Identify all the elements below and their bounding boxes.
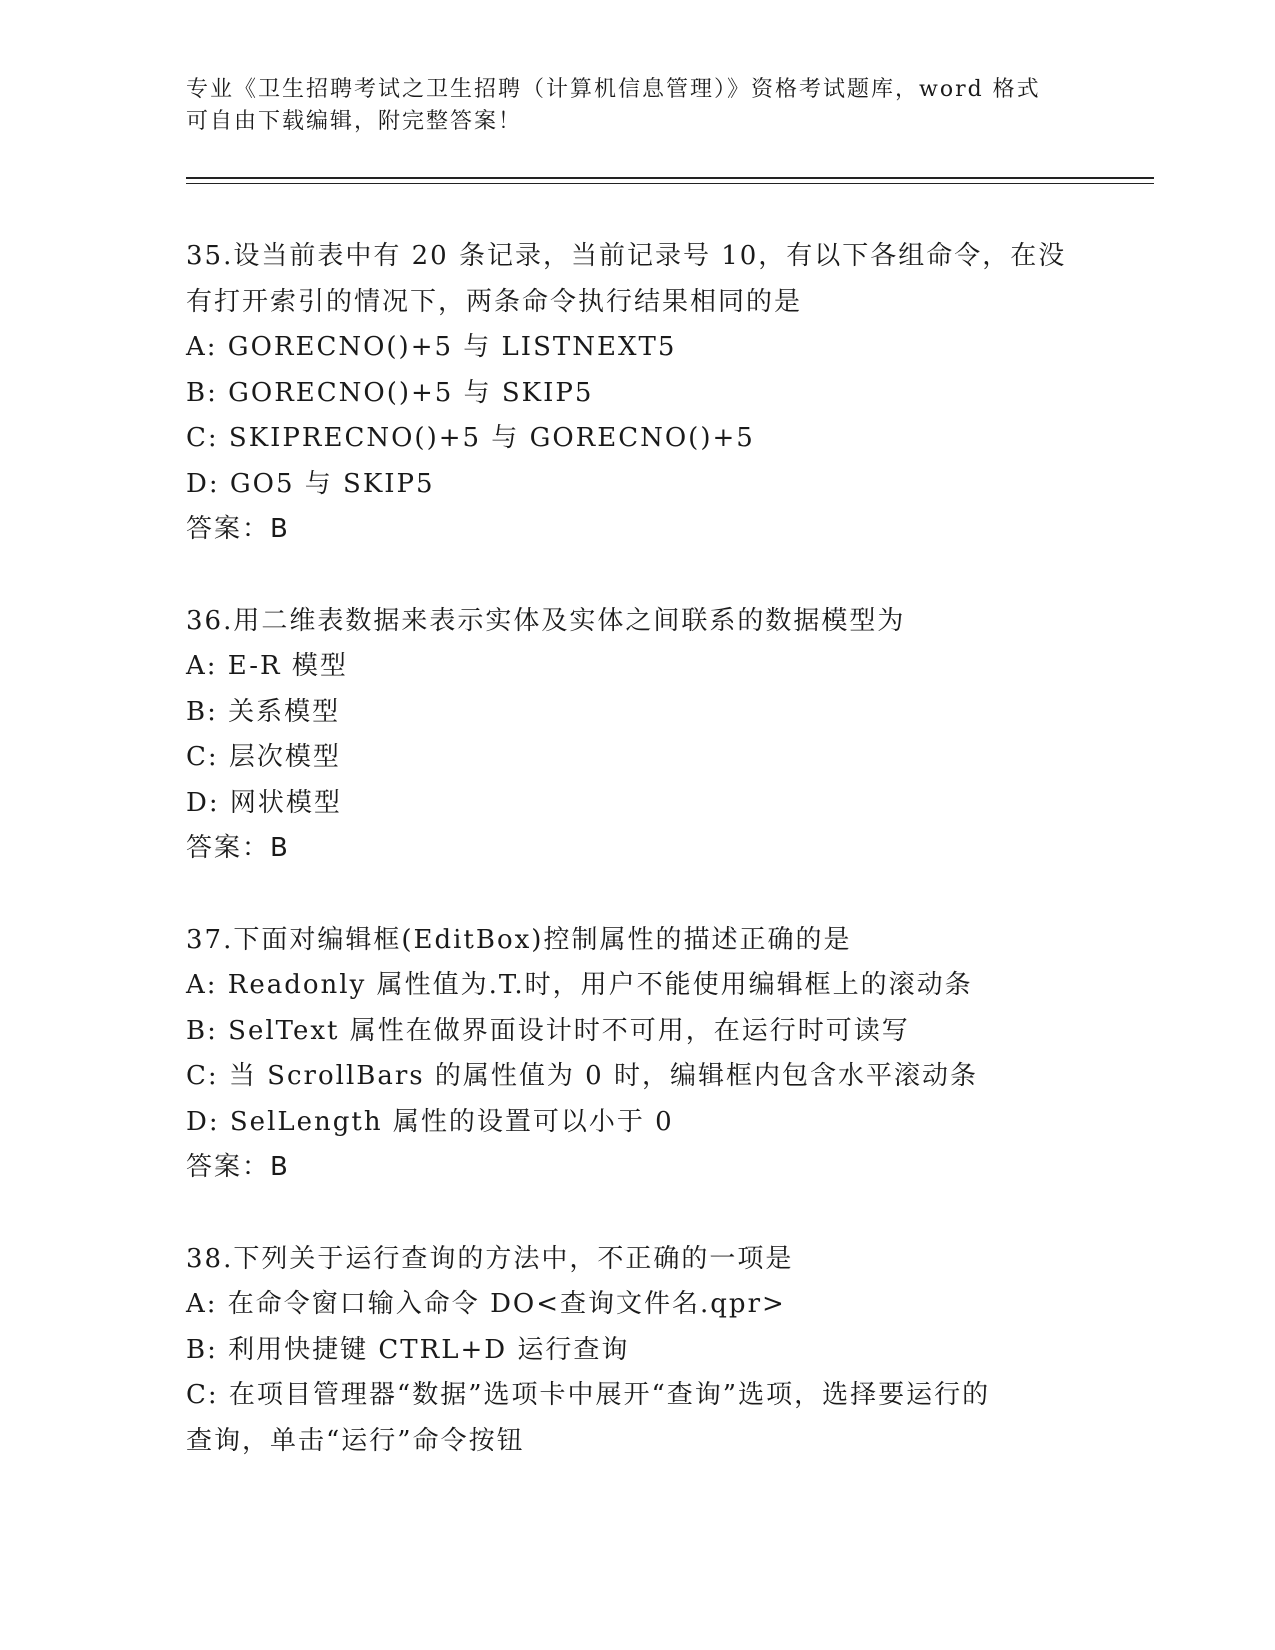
question-text-line: 38.下列关于运行查询的方法中，不正确的一项是 bbox=[186, 1243, 794, 1274]
question-text-line: 35.设当前表中有 20 条记录，当前记录号 10，有以下各组命令，在没 bbox=[186, 241, 1067, 271]
option-d: D: 网状模型 bbox=[186, 787, 342, 818]
header-divider-thick bbox=[186, 177, 1154, 179]
question-text-line: 36.用二维表数据来表示实体及实体之间联系的数据模型为 bbox=[186, 605, 906, 636]
question-37 bbox=[186, 918, 1086, 1191]
answer-line: 答案：B bbox=[186, 833, 290, 863]
document-header bbox=[186, 74, 1086, 138]
option-a: A: E-R 模型 bbox=[186, 651, 348, 681]
option-b: B: 利用快捷键 CTRL+D 运行查询 bbox=[186, 1334, 630, 1365]
option-d: D: GO5 与 SKIP5 bbox=[186, 468, 435, 499]
option-c: C: SKIPRECNO()+5 与 GORECNO()+5 bbox=[186, 423, 755, 453]
option-d: D: SelLength 属性的设置可以小于 0 bbox=[186, 1106, 674, 1137]
option-a: A: GORECNO()+5 与 LISTNEXT5 bbox=[186, 332, 677, 362]
option-b: B: 关系模型 bbox=[186, 696, 341, 727]
option-c: C: 层次模型 bbox=[186, 742, 341, 772]
question-text-line: 有打开索引的情况下，两条命令执行结果相同的是 bbox=[186, 286, 803, 317]
header-line-2: 可自由下载编辑，附完整答案！ bbox=[186, 109, 523, 134]
header-line-1: 专业《卫生招聘考试之卫生招聘（计算机信息管理）》资格考试题库，word 格式 bbox=[186, 77, 1041, 102]
question-36 bbox=[186, 599, 1086, 872]
header-divider-thin bbox=[186, 183, 1154, 184]
answer-line: 答案：B bbox=[186, 514, 290, 544]
question-list bbox=[186, 234, 1086, 1510]
option-b: B: GORECNO()+5 与 SKIP5 bbox=[186, 377, 594, 408]
option-c: C: 在项目管理器“数据”选项卡中展开“查询”选项，选择要运行的 bbox=[186, 1380, 991, 1410]
option-c: C: 当 ScrollBars 的属性值为 0 时，编辑框内包含水平滚动条 bbox=[186, 1061, 978, 1091]
question-text-line: 37.下面对编辑框(EditBox)控制属性的描述正确的是 bbox=[186, 924, 852, 955]
option-a: A: 在命令窗口输入命令 DO<查询文件名.qpr> bbox=[186, 1289, 786, 1319]
question-38 bbox=[186, 1237, 1086, 1465]
option-a: A: Readonly 属性值为.T.时，用户不能使用编辑框上的滚动条 bbox=[186, 970, 973, 1000]
option-c-continued: 查询，单击“运行”命令按钮 bbox=[186, 1425, 525, 1456]
question-35 bbox=[186, 234, 1086, 553]
option-b: B: SelText 属性在做界面设计时不可用，在运行时可读写 bbox=[186, 1015, 910, 1046]
answer-line: 答案：B bbox=[186, 1152, 290, 1182]
